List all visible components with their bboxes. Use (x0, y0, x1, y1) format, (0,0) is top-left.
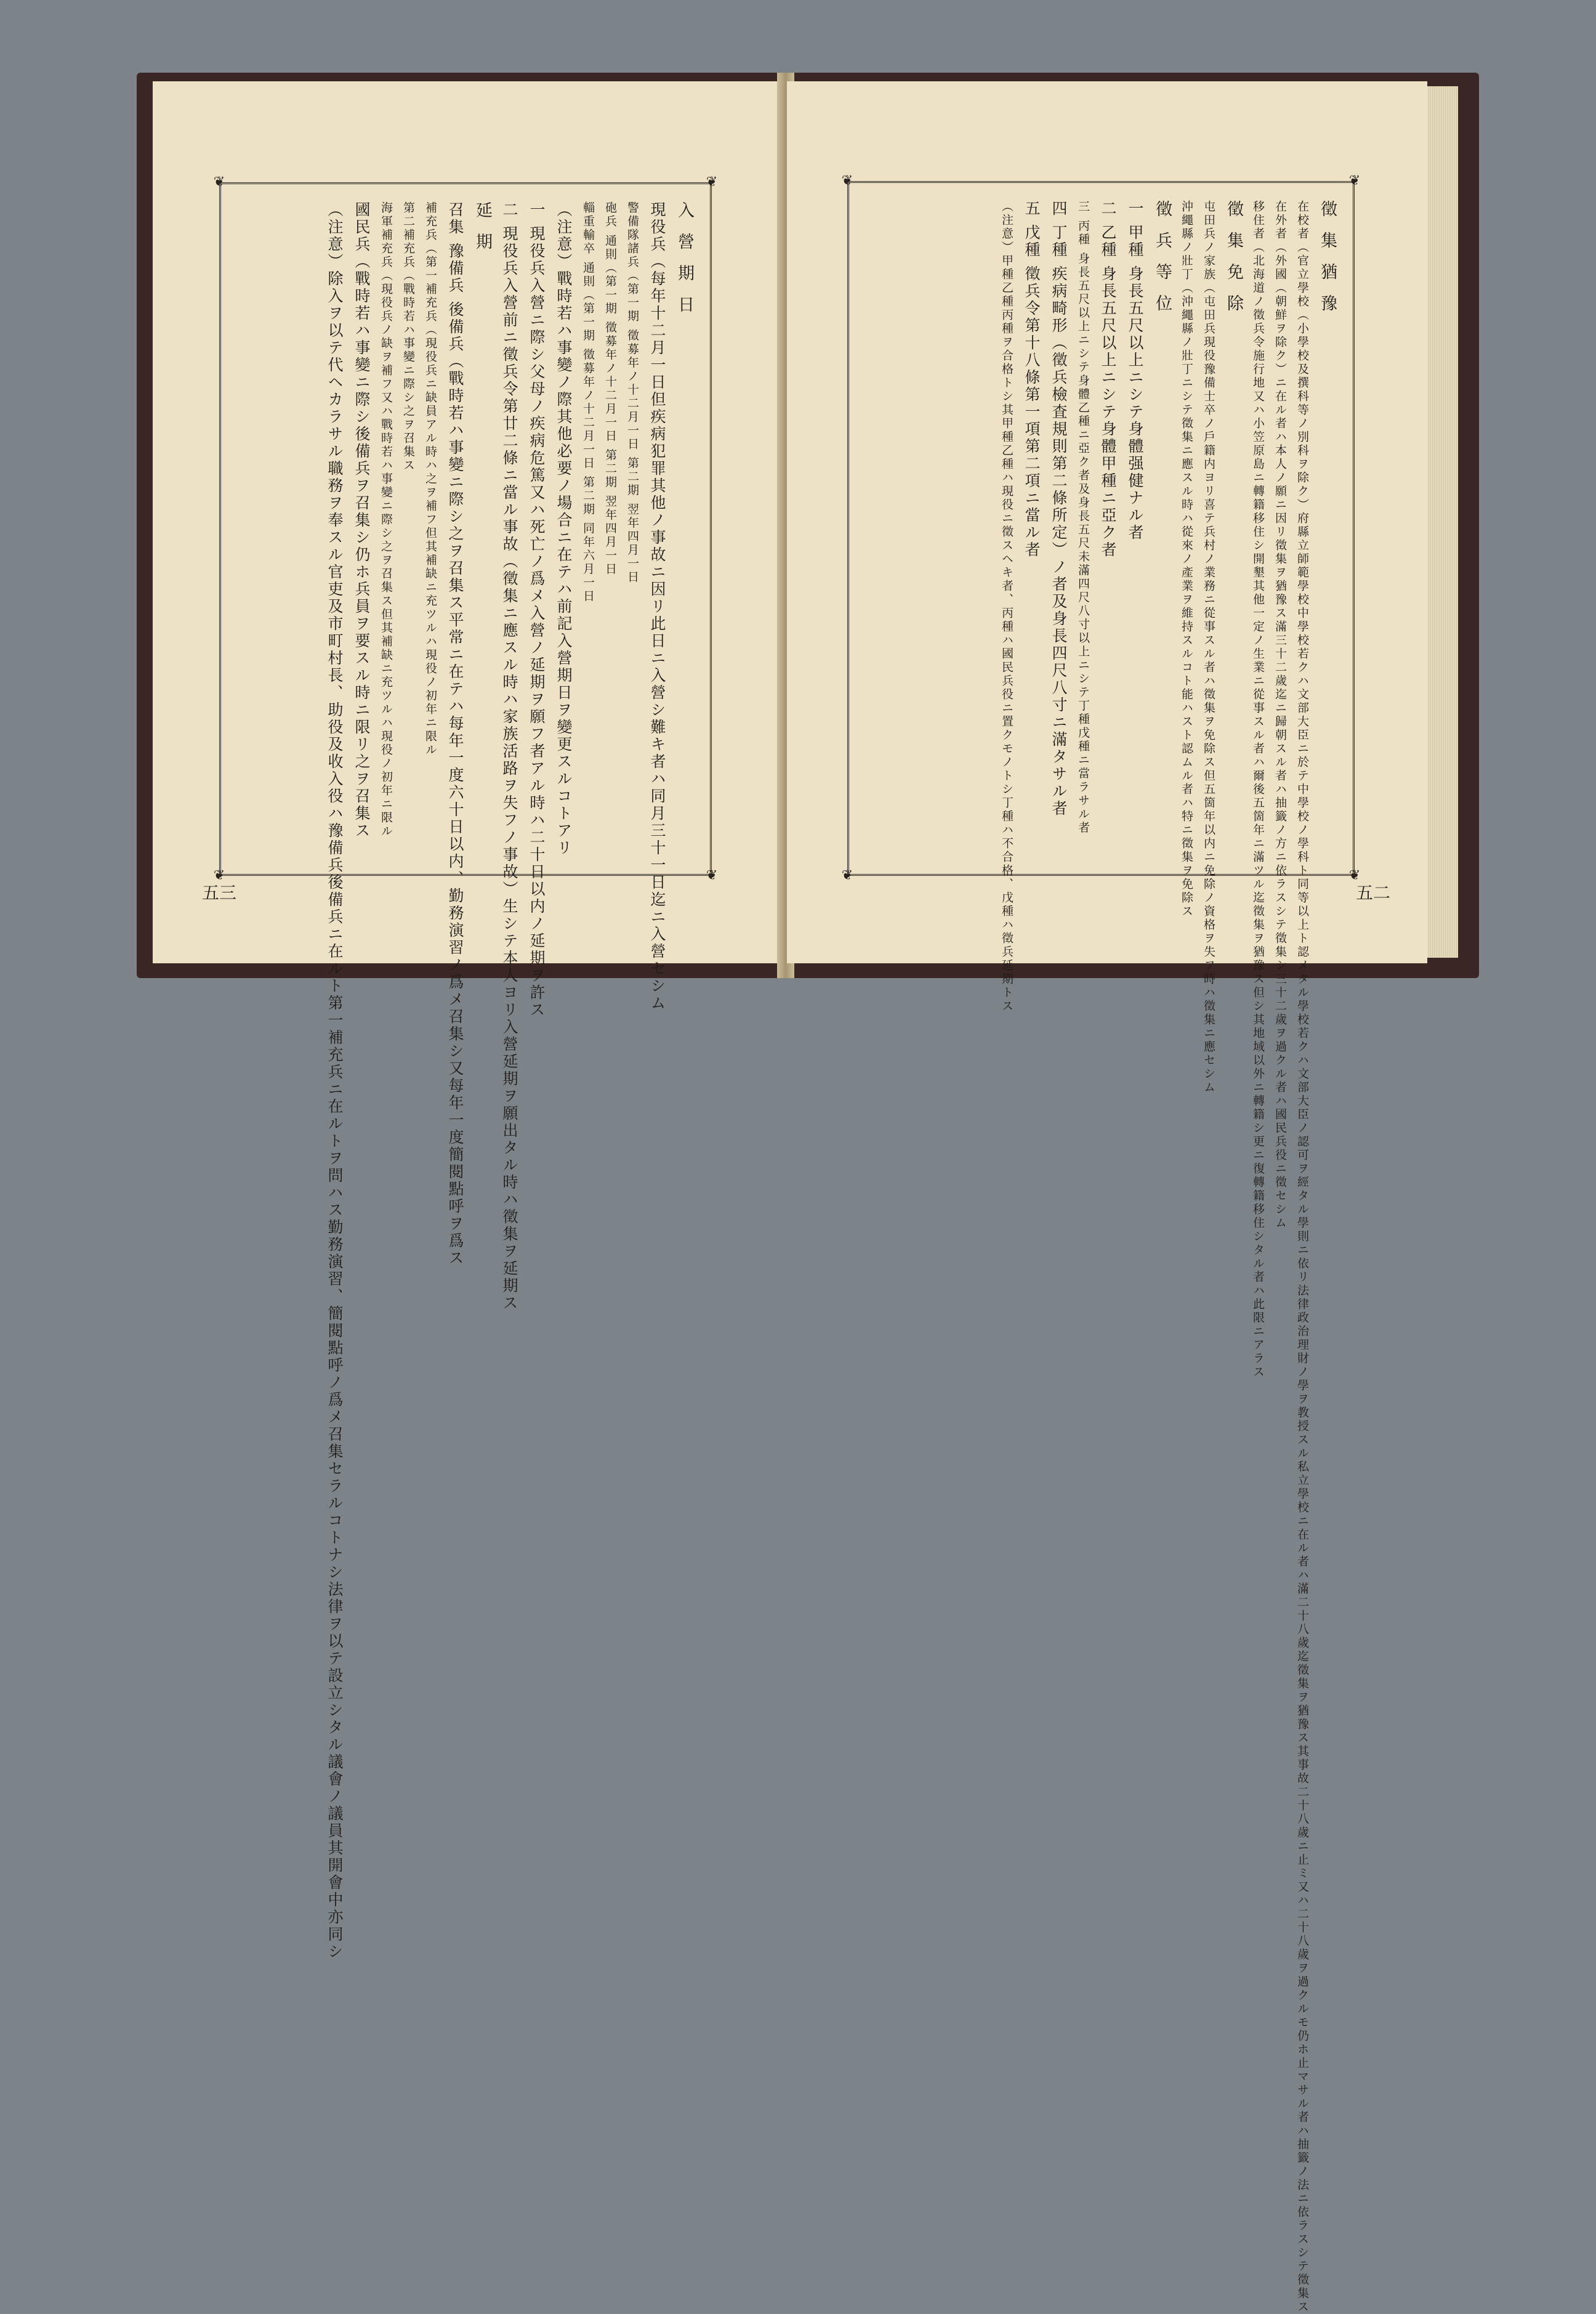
section-heading: 入營期日 (675, 201, 694, 327)
frame-ornament: ❦ (1348, 868, 1361, 883)
text-column: 五 戊種 徵兵令第十八條第一項第二項ニ當ル者 (1023, 200, 1041, 559)
right-page-text (864, 200, 1338, 2314)
frame-ornament: ❦ (706, 174, 718, 190)
frame-ornament: ❦ (706, 868, 718, 883)
text-column: 國民兵（戰時若ハ事變ニ際シ後備兵ヲ召集シ仍ホ兵員ヲ要スル時ニ限リ之ヲ召集ス (353, 201, 371, 839)
text-column: 砲兵 通則（第一期 徵募年ノ十二月一日 第二期 翌年四月一日 (603, 201, 617, 576)
frame-ornament: ❦ (213, 174, 225, 190)
frame-ornament: ❦ (841, 868, 853, 883)
note-column: （注意）除入ヲ以テ代ヘカラサル職務ヲ奉スル官吏及市町村長、助役及收入役ハ豫備兵後備兵ニ在ルト第一補充兵ニ在ルトヲ問ハス勤務演習、簡閱點呼ノ爲メ召集セラルコトナシ法律ヲ以テ設立シタル議會ノ議員其開會中亦同シ (326, 201, 344, 1960)
note-column: （注意）戰時若ハ事變ノ際其他必要ノ場合ニ在テハ前記入營期日ヲ變更スルコトアリ (555, 201, 573, 857)
text-column: 現役兵（每年十二月一日但疾病犯罪其他ノ事故ニ因リ此日ニ入營シ難キ者ハ同月三十一日迄ニ入營セシム (648, 201, 666, 1012)
left-page-text (236, 201, 695, 1960)
page-number: 五三 (202, 883, 237, 903)
text-column: 第二補充兵（戰時若ハ事變ニ際シ之ヲ召集ス (401, 201, 415, 472)
text-column: 三 丙種 身長五尺以上ニシテ身體乙種ニ亞ク者及身長五尺未滿四尺八寸以上ニシテ丁種戊種ニ當ラサル者 (1076, 200, 1090, 835)
right-page (787, 81, 1427, 2314)
text-column: 在外者（外國（朝鮮ヲ除ク）ニ在ル者ハ本人ノ願ニ因リ徵集ヲ猶豫ス滿三十二歲迄ニ歸朝スル者ハ抽籤ノ方ニ依ラスシテ徵集シ三十二歲ヲ過クル者ハ國民兵役ニ徵セシム (1273, 200, 1287, 1230)
frame-ornament: ❦ (213, 868, 225, 883)
text-column: 在校者（官立學校（小學校及撰科等ノ別科ヲ除ク）府縣立師範學校中學校若クハ文部大臣ニ於テ中學校ノ學科ト同等以上ト認メタル學校若クハ文部大臣ノ認可ヲ經タル學則ニ依リ法律政治理財ノ學ヲ教授スル私立學校ニ在ル者ハ滿二十八歲迄徵集ヲ猶豫ス其事故二十八歲ニ止ミ又ハ二十八歲ヲ過クルモ仍ホ止マサル者ハ抽籤ノ法ニ依ラスシテ徵集ス (1296, 200, 1309, 2314)
right-page-frame (841, 173, 1361, 2314)
text-column: 輜重輸卒 通則（第一期 徵募年ノ十二月一日 第二期 同年六月一日 (581, 201, 595, 604)
text-column: 警備隊諸兵（第一期 徵募年ノ十二月一日 第二期 翌年四月一日 (626, 201, 639, 585)
text-column: 二 乙種 身長五尺以上ニシテ身體甲種ニ亞ク者 (1099, 200, 1117, 559)
text-column: 一 甲種 身長五尺以上ニシテ身體强健ナル者 (1126, 200, 1144, 541)
frame-ornament: ❦ (1348, 173, 1361, 188)
text-column: 召集 豫備兵 後備兵（戰時若ハ事變ニ際シ之ヲ召集ス平常ニ在テハ每年一度六十日以内、勤務演習ノ爲メ召集シ又每年一度簡閱點呼ヲ爲ス (446, 201, 464, 1267)
text-column: 一 現役兵入營ニ際シ父母ノ疾病危篤又ハ死亡ノ爲メ入營ノ延期ヲ願フ者アル時ハ二十日以内ノ延期ヲ許ス (528, 201, 546, 1019)
left-page (153, 81, 781, 1960)
text-column: 屯田兵ノ家族（屯田兵現役豫備士卒ノ戶籍内ヨリ喜テ兵村ノ業務ニ從事スル者ハ徵集ヲ免除ス但五箇年以内ニ免除ノ資格ヲ失フ時ハ徵集ニ應セシム (1202, 200, 1215, 1094)
section-heading: 徵集免除 (1224, 200, 1243, 326)
section-heading: 徵集猶豫 (1318, 200, 1337, 326)
text-column: 二 現役兵入營前ニ徵兵令第廿二條ニ當ル事故（徵集ニ應スル時ハ家族活路ヲ失フノ事故）生シテ本人ヨリ入營延期ヲ願出タル時ハ徵集ヲ延期ス (501, 201, 518, 1312)
text-column: 海軍補充兵（現役兵ノ缺ヲ補フ又ハ戰時若ハ事變ニ際シ之ヲ召集ス但其補缺ニ充ツルハ現役ノ初年ニ限ル (379, 201, 393, 838)
page-number: 五二 (1355, 883, 1390, 903)
text-column: 移住者（北海道ノ徵兵令施行地又ハ小笠原島ニ轉籍移住シ開墾其他一定ノ生業ニ從事スル者ハ爾後五箇年ニ滿ツル迄徵集ヲ猶豫ス但シ其地域以外ニ轉籍シ更ニ復轉籍移住シタル者ハ此限ニアラス (1251, 200, 1265, 1379)
page-edge-stack (1427, 86, 1458, 958)
section-heading: 徵兵等位 (1153, 200, 1172, 326)
text-column: 沖繩縣ノ壯丁（沖繩縣ノ壯丁ニシテ徵集ニ應スル時ハ從來ノ產業ヲ維持スルコト能ハスト認ムル者ハ特ニ徵集ヲ免除ス (1180, 200, 1193, 918)
frame-ornament: ❦ (841, 173, 853, 188)
text-column: 補充兵（第一補充兵（現役兵ニ缺員アル時ハ之ヲ補フ但其補缺ニ充ツルハ現役ノ初年ニ限ル (424, 201, 437, 757)
note-column: （注意）甲種乙種丙種ヲ合格トシ其甲種乙種ハ現役ニ徵スヘキ者、丙種ハ國民兵役ニ置クモノトシ丁種ハ不合格、戊種ハ徵兵延期トス (1000, 200, 1014, 1013)
text-column: 四 丁種 疾病畸形（徵兵檢査規則第二條所定）ノ者及身長四尺八寸ニ滿タサル者 (1050, 200, 1068, 817)
section-heading: 延期 (473, 201, 492, 264)
